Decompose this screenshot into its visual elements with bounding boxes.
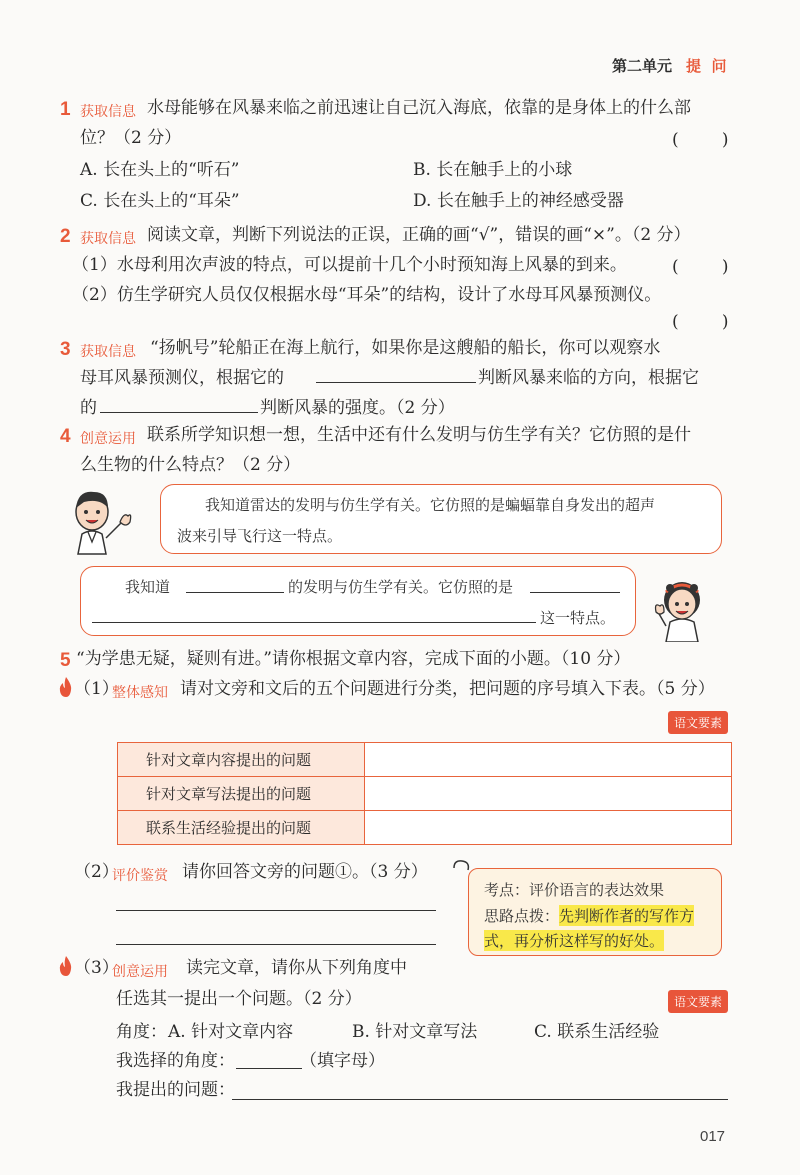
q5-number: 5 xyxy=(60,650,71,671)
q3-blank-direction[interactable] xyxy=(316,366,476,383)
boy-illustration-icon xyxy=(64,482,142,556)
choose-hint: （填字母） xyxy=(300,1051,385,1071)
yuwen-element-badge-1: 语文要素 xyxy=(668,711,728,734)
q3-tag: 获取信息 xyxy=(80,344,136,360)
q1-number: 1 xyxy=(60,99,71,120)
boy-speech-line2: 波来引导飞行这一特点。 xyxy=(177,527,343,545)
q5-p3-label: （3） xyxy=(74,958,119,978)
q1-option-b: B. 长在触手上的小球 xyxy=(413,160,573,180)
q2-paren1[interactable]: ( ) xyxy=(672,257,729,277)
q5-p2-answer-line-2[interactable] xyxy=(116,944,436,945)
q4-tag: 创意运用 xyxy=(80,431,136,447)
q5-p1-text: 请对文旁和文后的五个问题进行分类，把问题的序号填入下表。（5 分） xyxy=(180,679,715,699)
tip-note-line2-highlight: 先判断作者的写作方 xyxy=(559,907,695,925)
q2-tag: 获取信息 xyxy=(80,231,136,247)
table-cell-life-answer[interactable] xyxy=(365,811,732,845)
girl-illustration-icon xyxy=(652,566,722,642)
choose-label: 我选择的角度： xyxy=(116,1051,235,1071)
q4-line2: 么生物的什么特点？（2 分） xyxy=(80,455,301,475)
q5-p3-tag: 创意运用 xyxy=(112,964,168,980)
girl-blank-imitate[interactable] xyxy=(530,576,620,593)
q3-line3a: 的 xyxy=(80,398,97,418)
q5-p1-tag: 整体感知 xyxy=(112,685,168,701)
q2-number: 2 xyxy=(60,226,71,247)
q4-number: 4 xyxy=(60,426,71,447)
q1-answer-paren[interactable]: ( ) xyxy=(672,130,729,150)
girl-answer-prefix: 我知道 xyxy=(125,578,171,596)
table-row-life-header: 联系生活经验提出的问题 xyxy=(118,811,365,845)
girl-blank-feature[interactable] xyxy=(92,606,536,623)
q5-p2-text: 请你回答文旁的问题①。（3 分） xyxy=(182,862,428,882)
table-cell-content-answer[interactable] xyxy=(365,743,732,777)
q1-option-a: A. 长在头上的“听石” xyxy=(80,160,240,180)
q5-p3-text2: 任选其一提出一个问题。（2 分） xyxy=(116,989,362,1009)
tip-note-line1: 考点：评价语言的表达效果 xyxy=(484,881,665,899)
topic-label: 提 问 xyxy=(686,57,727,75)
q3-line3b: 判断风暴的强度。（2 分） xyxy=(260,398,455,418)
q5-stem: “为学患无疑，疑则有进。”请你根据文章内容，完成下面的小题。（10 分） xyxy=(76,649,631,669)
q3-line1: “扬帆号”轮船正在海上航行，如果你是这艘船的船长，你可以观察水 xyxy=(150,338,661,358)
q3-blank-strength[interactable] xyxy=(100,396,258,413)
boy-speech-line1: 我知道雷达的发明与仿生学有关。它仿照的是蝙蝠靠自身发出的超声 xyxy=(205,496,656,514)
girl-answer-suffix: 这一特点。 xyxy=(540,609,616,627)
tip-note-line3-highlight: 式，再分析这样写的好处。 xyxy=(484,932,665,950)
table-row-writing-header: 针对文章写法提出的问题 xyxy=(118,777,365,811)
page-number: 017 xyxy=(700,1128,726,1145)
q5-p2-label: （2） xyxy=(74,862,119,882)
unit-label: 第二单元 xyxy=(612,57,673,75)
q3-line2b: 判断风暴来临的方向，根据它 xyxy=(478,368,699,388)
q2-stem: 阅读文章，判断下列说法的正误，正确的画“√”，错误的画“×”。（2 分） xyxy=(147,225,691,245)
girl-blank-invention[interactable] xyxy=(186,576,284,593)
table-cell-writing-answer[interactable] xyxy=(365,777,732,811)
angles-label: 角度： xyxy=(116,1022,167,1042)
angle-option-a: A. 针对文章内容 xyxy=(168,1022,294,1042)
q5-p2-answer-line-1[interactable] xyxy=(116,910,436,911)
q1-stem-line2: 位？（2 分） xyxy=(80,128,182,148)
tip-note-line2-label: 思路点拨： xyxy=(484,907,560,925)
q1-tag: 获取信息 xyxy=(80,104,136,120)
q3-number: 3 xyxy=(60,339,71,360)
classification-table xyxy=(117,742,732,845)
q5-p3-text1: 读完文章，请你从下列角度中 xyxy=(186,958,407,978)
q1-option-c: C. 长在头上的“耳朵” xyxy=(80,191,240,211)
table-row-content-header: 针对文章内容提出的问题 xyxy=(118,743,365,777)
q2-item1: （1）水母利用次声波的特点，可以提前十几个小时预知海上风暴的到来。 xyxy=(72,255,627,275)
angle-option-b: B. 针对文章写法 xyxy=(352,1022,478,1042)
q2-paren2[interactable]: ( ) xyxy=(672,312,729,332)
girl-answer-middle: 的发明与仿生学有关。它仿照的是 xyxy=(288,578,514,596)
choose-angle-blank[interactable] xyxy=(236,1052,302,1069)
table-row xyxy=(118,811,732,845)
q4-line1: 联系所学知识想一想，生活中还有什么发明与仿生学有关？它仿照的是什 xyxy=(147,425,691,445)
q3-line2a: 母耳风暴预测仪，根据它的 xyxy=(80,368,284,388)
flame-icon xyxy=(58,677,74,697)
q1-option-d: D. 长在触手上的神经感受器 xyxy=(413,191,624,211)
q1-stem-line1: 水母能够在风暴来临之前迅速让自己沉入海底，依靠的是身体上的什么部 xyxy=(147,98,691,118)
flame-icon xyxy=(58,956,74,976)
angle-option-c: C. 联系生活经验 xyxy=(534,1022,660,1042)
table-row xyxy=(118,777,732,811)
table-row xyxy=(118,743,732,777)
q5-p1-label: （1） xyxy=(74,679,119,699)
yuwen-element-badge-2: 语文要素 xyxy=(668,990,728,1013)
q5-p2-tag: 评价鉴赏 xyxy=(112,868,168,884)
q2-item2: （2）仿生学研究人员仅仅根据水母“耳朵”的结构，设计了水母耳风暴预测仪。 xyxy=(72,285,662,305)
ask-answer-line[interactable] xyxy=(232,1099,728,1100)
ask-label: 我提出的问题： xyxy=(116,1080,235,1100)
